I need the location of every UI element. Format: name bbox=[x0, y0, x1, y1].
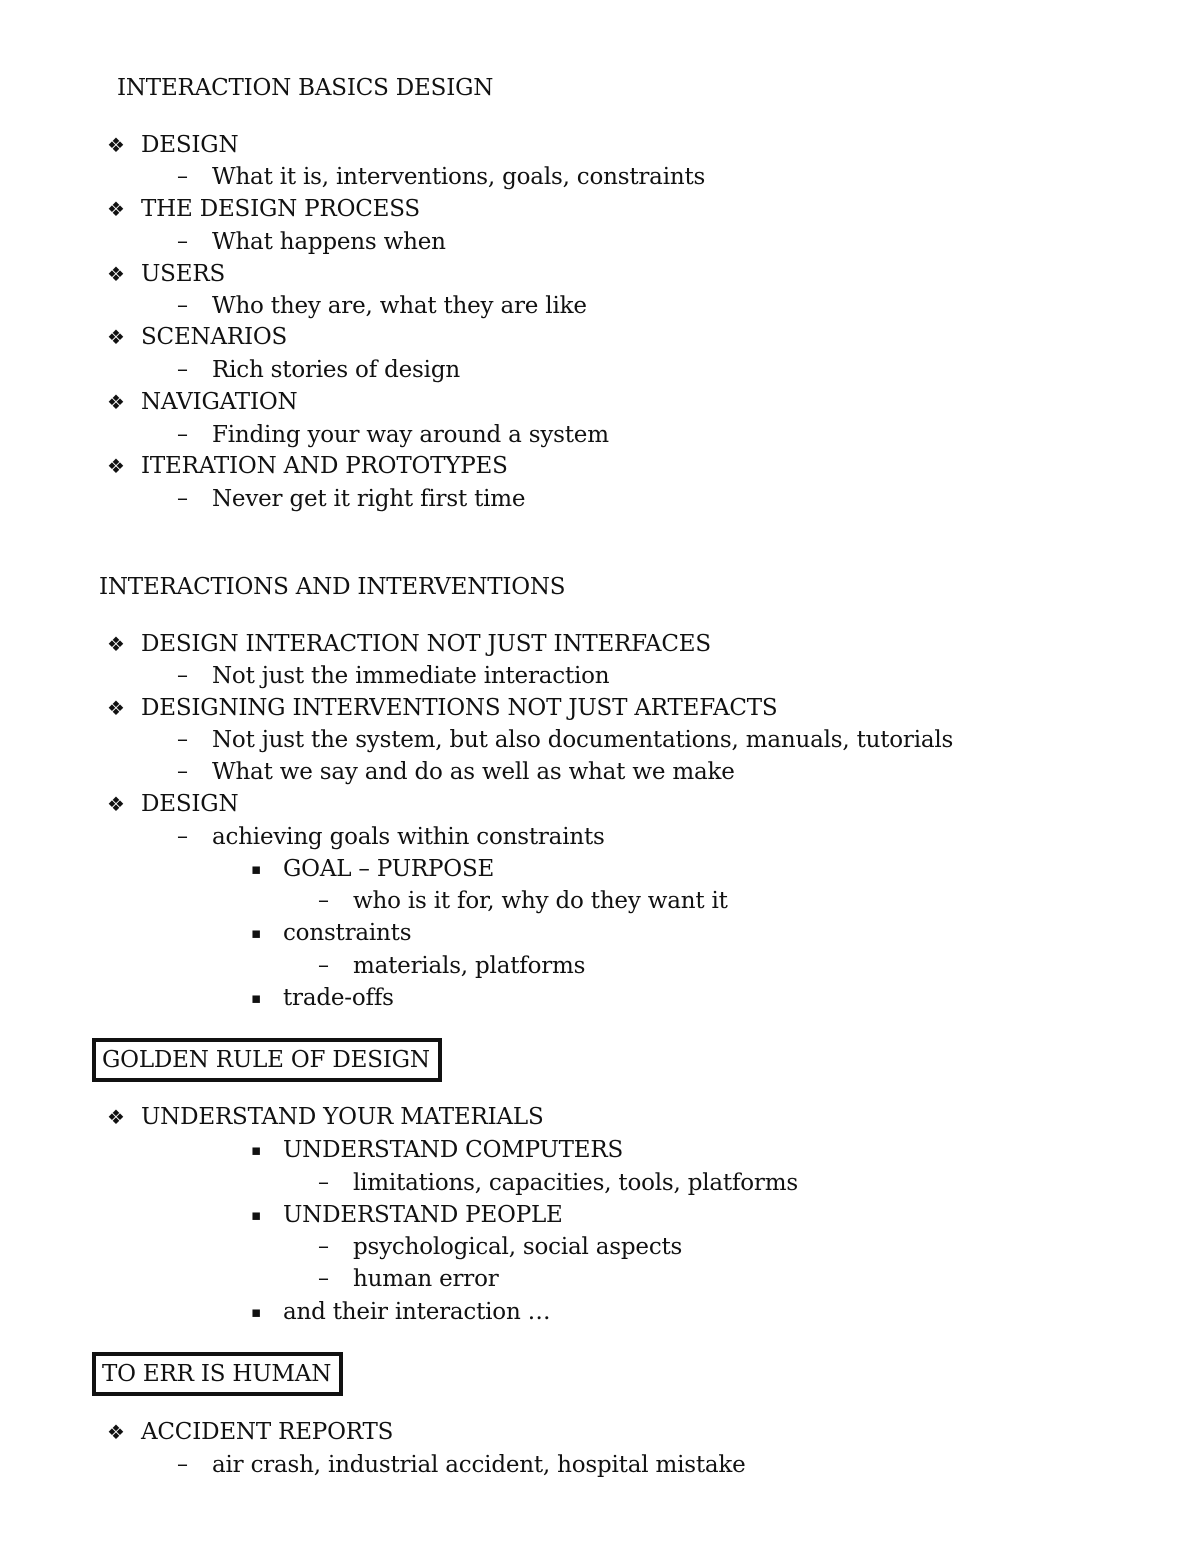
square-bullet-icon: ▪ bbox=[251, 989, 262, 1007]
list-item-text: SCENARIOS bbox=[141, 324, 288, 350]
square-bullet-icon: ▪ bbox=[251, 860, 262, 878]
square-bullet-icon: ▪ bbox=[251, 1141, 262, 1159]
list-item-text: Not just the system, but also documentations, manuals, tutorials bbox=[212, 727, 954, 753]
dash-bullet-icon: – bbox=[177, 486, 188, 511]
dash-bullet-icon: – bbox=[177, 164, 188, 189]
diamond-bullet-icon: ❖ bbox=[107, 696, 125, 720]
diamond-bullet-icon: ❖ bbox=[107, 454, 125, 478]
dash-bullet-icon: – bbox=[177, 727, 188, 752]
list-item-text: achieving goals within constraints bbox=[212, 824, 605, 850]
list-item-text: DESIGN bbox=[141, 132, 239, 158]
dash-bullet-icon: – bbox=[177, 1452, 188, 1477]
list-item-text: GOAL – PURPOSE bbox=[283, 856, 495, 882]
list-item-text: What happens when bbox=[212, 229, 446, 255]
list-item-text: UNDERSTAND YOUR MATERIALS bbox=[141, 1104, 544, 1130]
list-item-text: Finding your way around a system bbox=[212, 422, 609, 448]
list-item-text: DESIGN INTERACTION NOT JUST INTERFACES bbox=[141, 631, 711, 657]
dash-bullet-icon: – bbox=[318, 1170, 329, 1195]
list-item-text: UNDERSTAND PEOPLE bbox=[283, 1202, 563, 1228]
square-bullet-icon: ▪ bbox=[251, 924, 262, 942]
dash-bullet-icon: – bbox=[318, 1234, 329, 1259]
list-item-text: UNDERSTAND COMPUTERS bbox=[283, 1137, 624, 1163]
dash-bullet-icon: – bbox=[318, 953, 329, 978]
diamond-bullet-icon: ❖ bbox=[107, 390, 125, 414]
list-item-text: who is it for, why do they want it bbox=[353, 888, 728, 914]
dash-bullet-icon: – bbox=[177, 824, 188, 849]
list-item-text: What we say and do as well as what we make bbox=[212, 759, 735, 785]
list-item-text: Not just the immediate interaction bbox=[212, 663, 610, 689]
diamond-bullet-icon: ❖ bbox=[107, 325, 125, 349]
list-item-text: What it is, interventions, goals, constraints bbox=[212, 164, 706, 190]
square-bullet-icon: ▪ bbox=[251, 1206, 262, 1224]
dash-bullet-icon: – bbox=[177, 293, 188, 318]
list-item-text: NAVIGATION bbox=[141, 389, 298, 415]
list-item-text: limitations, capacities, tools, platforms bbox=[353, 1170, 798, 1196]
section-heading-interactions-interventions: INTERACTIONS AND INTERVENTIONS bbox=[99, 574, 566, 600]
list-item-text: Who they are, what they are like bbox=[212, 293, 587, 319]
list-item-text: and their interaction … bbox=[283, 1299, 551, 1325]
diamond-bullet-icon: ❖ bbox=[107, 632, 125, 656]
square-bullet-icon: ▪ bbox=[251, 1303, 262, 1321]
dash-bullet-icon: – bbox=[177, 229, 188, 254]
section-heading-golden-rule: GOLDEN RULE OF DESIGN bbox=[92, 1038, 442, 1082]
list-item-text: Never get it right first time bbox=[212, 486, 526, 512]
list-item-text: THE DESIGN PROCESS bbox=[141, 196, 420, 222]
diamond-bullet-icon: ❖ bbox=[107, 1105, 125, 1129]
list-item-text: ITERATION AND PROTOTYPES bbox=[141, 453, 508, 479]
list-item-text: human error bbox=[353, 1266, 499, 1292]
list-item-text: USERS bbox=[141, 261, 226, 287]
section-heading-to-err-is-human: TO ERR IS HUMAN bbox=[92, 1352, 343, 1396]
dash-bullet-icon: – bbox=[177, 357, 188, 382]
diamond-bullet-icon: ❖ bbox=[107, 133, 125, 157]
list-item-text: Rich stories of design bbox=[212, 357, 460, 383]
dash-bullet-icon: – bbox=[177, 759, 188, 784]
dash-bullet-icon: – bbox=[177, 422, 188, 447]
diamond-bullet-icon: ❖ bbox=[107, 197, 125, 221]
list-item-text: ACCIDENT REPORTS bbox=[141, 1419, 394, 1445]
list-item-text: psychological, social aspects bbox=[353, 1234, 683, 1260]
list-item-text: trade-offs bbox=[283, 985, 394, 1011]
dash-bullet-icon: – bbox=[177, 663, 188, 688]
list-item-text: air crash, industrial accident, hospital mistake bbox=[212, 1452, 746, 1478]
list-item-text: materials, platforms bbox=[353, 953, 586, 979]
diamond-bullet-icon: ❖ bbox=[107, 1420, 125, 1444]
dash-bullet-icon: – bbox=[318, 1266, 329, 1291]
list-item-text: DESIGN bbox=[141, 791, 239, 817]
list-item-text: DESIGNING INTERVENTIONS NOT JUST ARTEFACTS bbox=[141, 695, 778, 721]
diamond-bullet-icon: ❖ bbox=[107, 262, 125, 286]
list-item-text: constraints bbox=[283, 920, 412, 946]
diamond-bullet-icon: ❖ bbox=[107, 792, 125, 816]
section-heading-interaction-basics: INTERACTION BASICS DESIGN bbox=[117, 75, 494, 101]
dash-bullet-icon: – bbox=[318, 888, 329, 913]
